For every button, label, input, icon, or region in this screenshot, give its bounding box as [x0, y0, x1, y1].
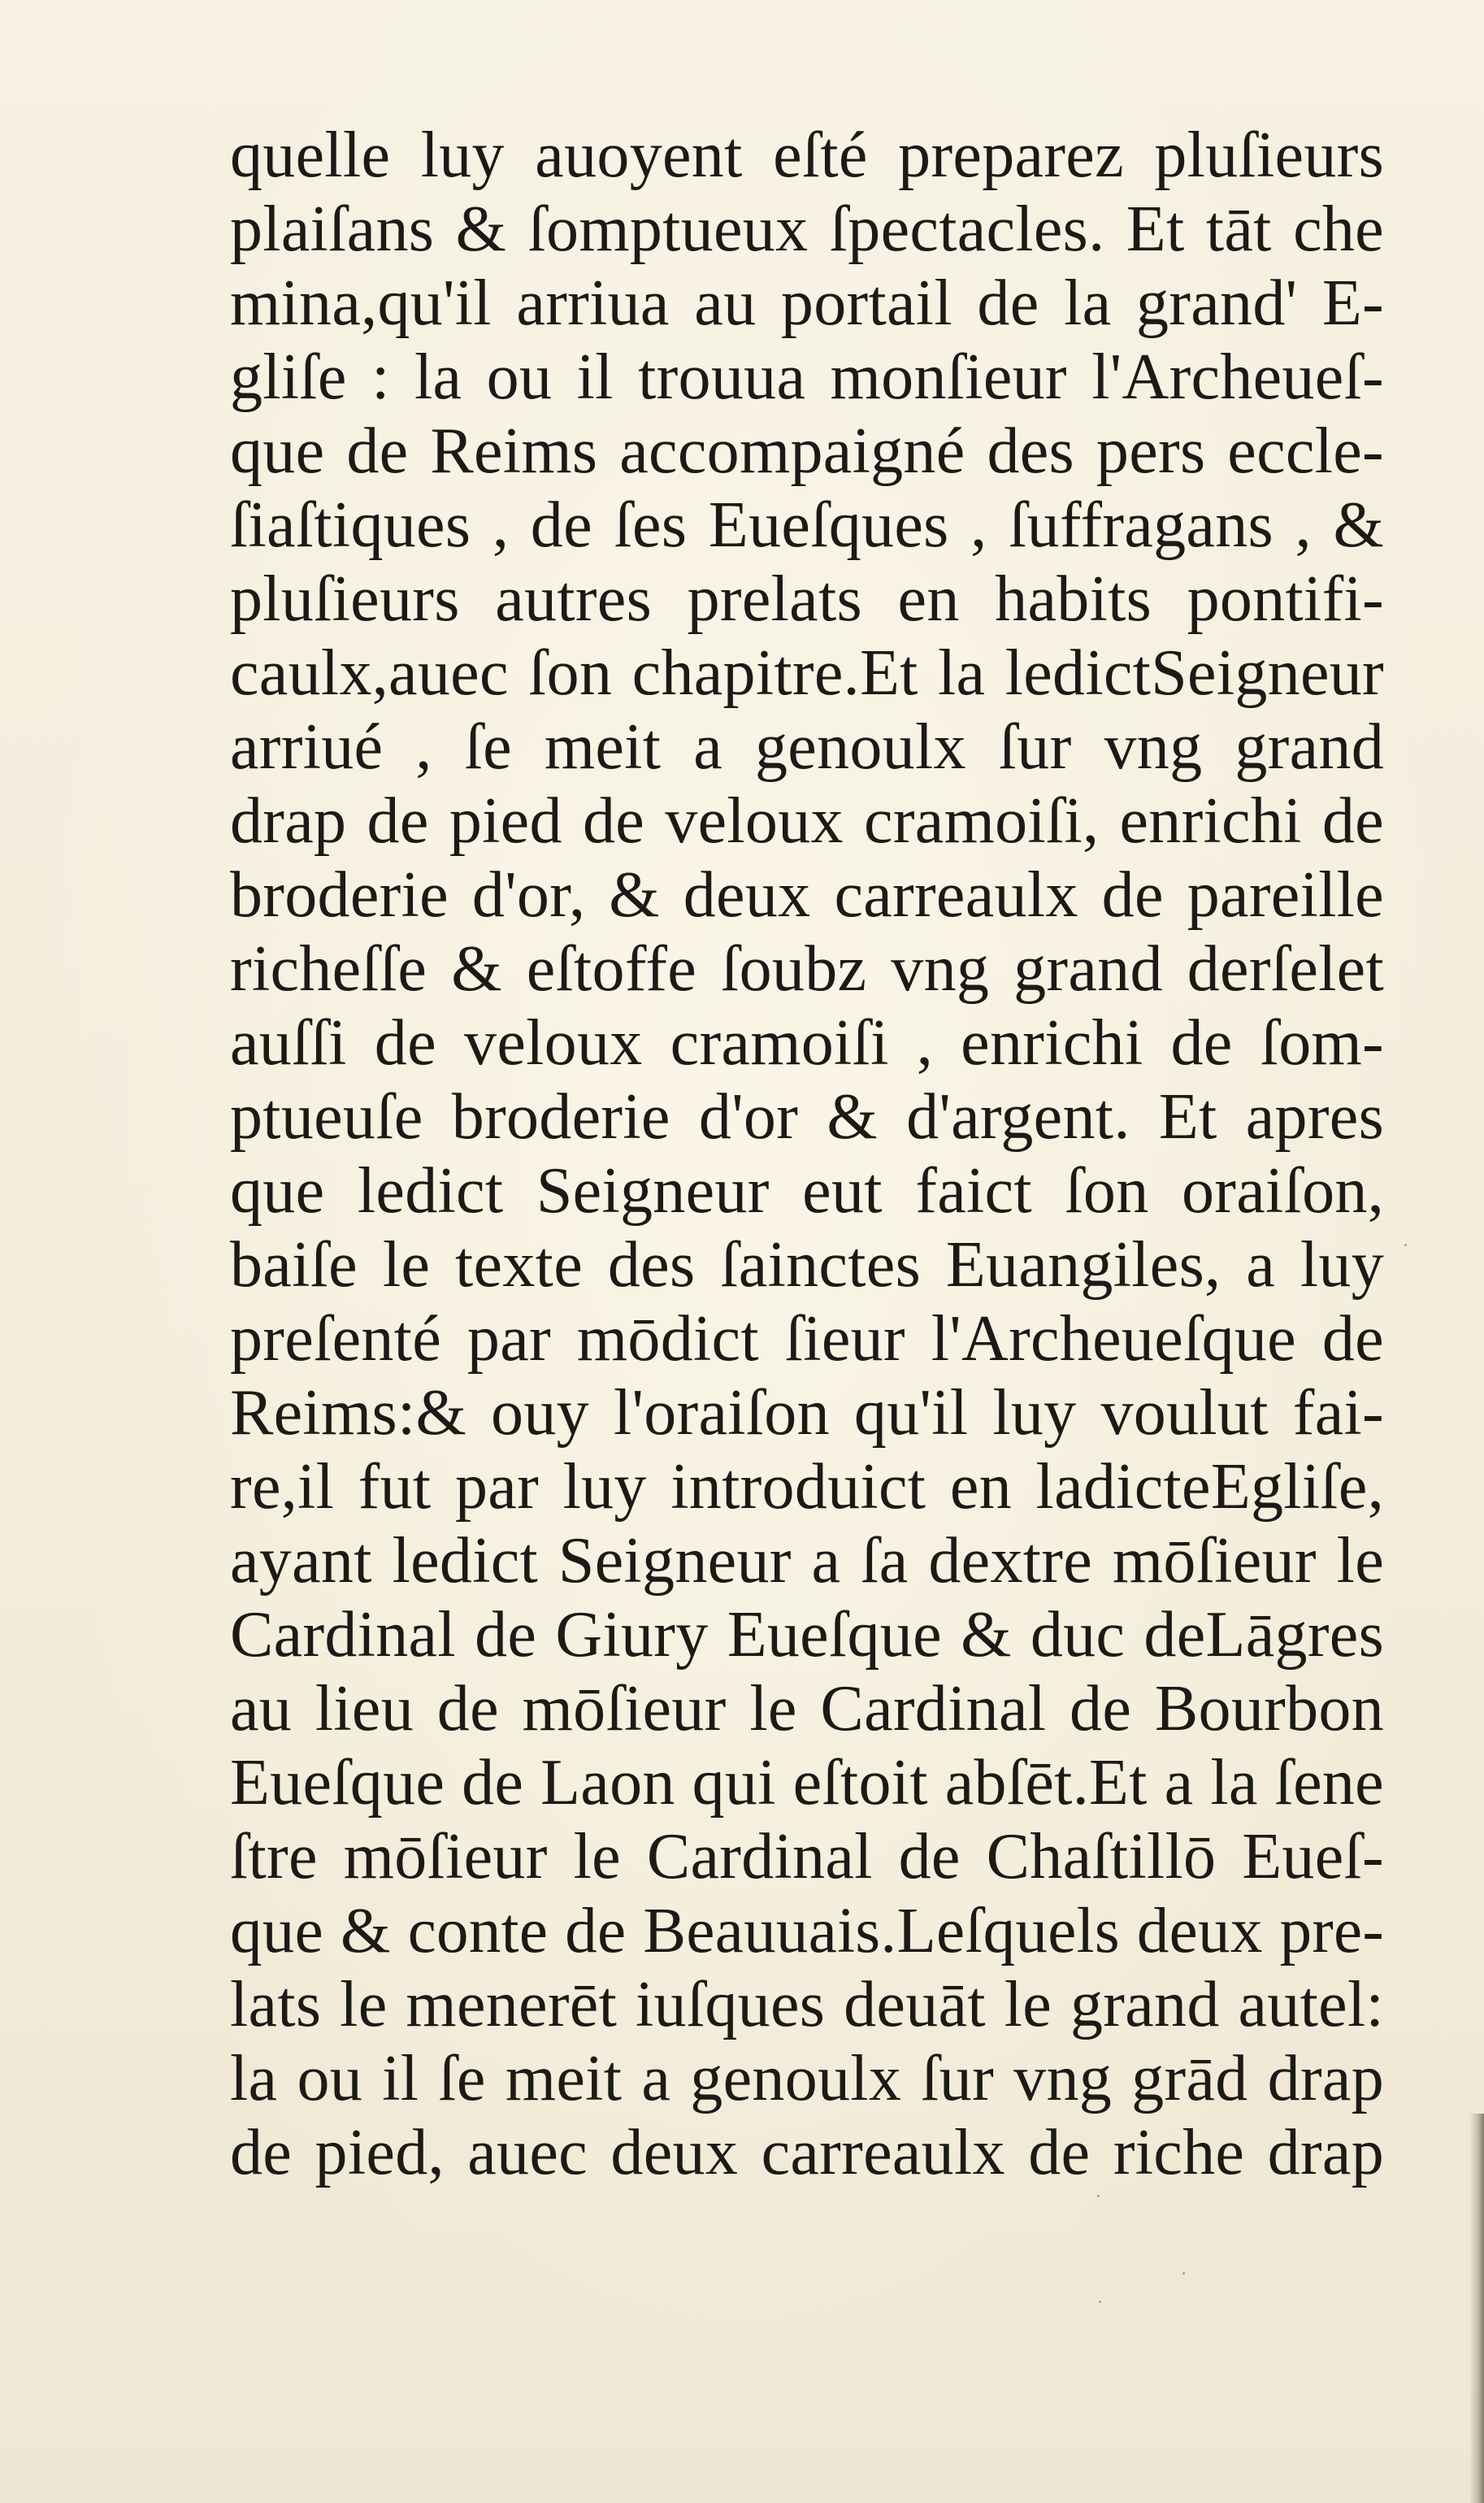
text-line: la ou il ſe meit a genoulx ſur vng grād drap	[230, 2043, 1384, 2114]
text-block	[230, 119, 1384, 2190]
text-line: lats le menerēt iuſques deuāt le grand autel:	[230, 1969, 1384, 2040]
text-line: que & conte de Beauuais.Leſquels deux pre-	[230, 1896, 1384, 1966]
text-line: ſiaſtiques , de ſes Eueſques , ſuffragans , &	[230, 489, 1384, 561]
text-line: pluſieurs autres prelats en habits pontifi-	[230, 563, 1384, 635]
paper-speck	[1182, 2272, 1185, 2275]
page-edge-shadow	[1469, 2114, 1484, 2503]
paper-speck	[1099, 2301, 1101, 2303]
text-line: plaiſans & ſomptueux ſpectacles. Et tāt che	[230, 193, 1384, 265]
text-line: que ledict Seigneur eut faict ſon oraiſon,	[230, 1155, 1384, 1227]
text-line: ptueuſe broderie d'or & d'argent. Et apres	[230, 1081, 1384, 1153]
text-line: richeſſe & eſtoffe ſoubz vng grand derſelet	[230, 933, 1384, 1005]
paper-speck	[1404, 1244, 1407, 1246]
text-line: broderie d'or, & deux carreaulx de pareille	[230, 859, 1384, 931]
text-line: mina,qu'il arriua au portail de la grand' E-	[230, 267, 1384, 339]
text-line: re,il fut par luy introduict en ladicteEgliſe,	[230, 1451, 1384, 1523]
text-line: arriué , ſe meit a genoulx ſur vng grand	[230, 711, 1384, 783]
text-line: Reims:& ouy l'oraiſon qu'il luy voulut fai-	[230, 1377, 1384, 1449]
text-line: gliſe : la ou il trouua monſieur l'Archeueſ-	[230, 341, 1384, 413]
text-line: que de Reims accompaigné des pers eccle-	[230, 415, 1384, 487]
text-line: ſtre mōſieur le Cardinal de Chaſtillō Eueſ-	[230, 1821, 1384, 1892]
text-line: ayant ledict Seigneur a ſa dextre mōſieur le	[230, 1525, 1384, 1597]
text-line: caulx,auec ſon chapitre.Et la ledictSeigneur	[230, 637, 1384, 709]
text-line: preſenté par mōdict ſieur l'Archeueſque de	[230, 1303, 1384, 1375]
text-line: quelle luy auoyent eſté preparez pluſieurs	[230, 120, 1384, 191]
text-line: de pied, auec deux carreaulx de riche drap	[230, 2117, 1384, 2188]
text-line: auſſi de veloux cramoiſi , enrichi de ſom-	[230, 1007, 1384, 1079]
text-line: baiſe le texte des ſainctes Euangiles, a luy	[230, 1229, 1384, 1301]
text-line: Eueſque de Laon qui eſtoit abſēt.Et a la ſene	[230, 1747, 1384, 1819]
text-line: drap de pied de veloux cramoiſi, enrichi de	[230, 785, 1384, 857]
text-line: Cardinal de Giury Eueſque & duc deLāgres	[230, 1599, 1384, 1671]
text-line: au lieu de mōſieur le Cardinal de Bourbon	[230, 1673, 1384, 1745]
paper-speck	[1097, 2195, 1100, 2197]
